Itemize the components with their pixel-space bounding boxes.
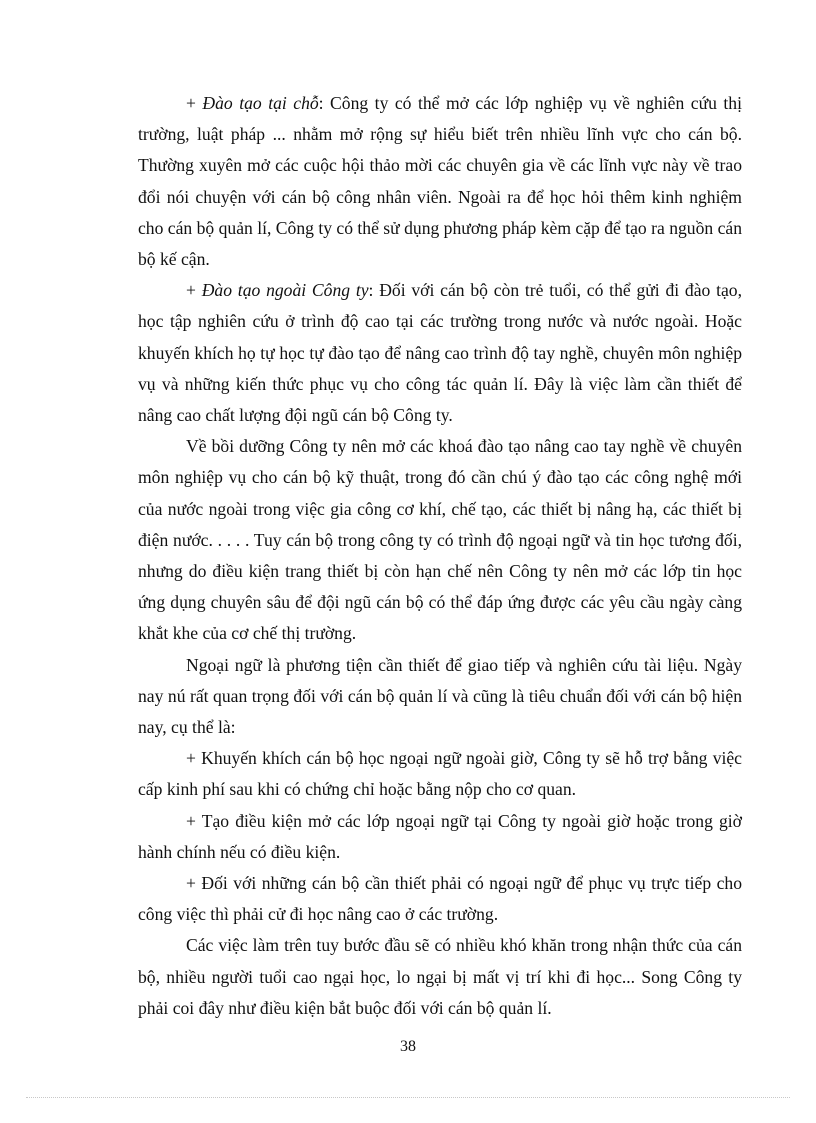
paragraph-italic-term: Đào tạo tại chỗ xyxy=(202,93,319,113)
paragraph-foreign-language xyxy=(138,650,742,744)
paragraph-lead: + xyxy=(186,280,202,301)
paragraph-italic-term: Đào tạo ngoài Công ty xyxy=(201,280,369,301)
paragraph-text: : Công ty có thể mở các lớp nghiệp vụ về nghiên cứu thị trường, luật pháp ... nhằm mở rộng sự hiểu biết trên nhiều lĩnh vực cho cán bộ. Thường xuyên mở các cuộc hội thảo mời các chuyên gia về các lĩnh vực này về trao đổi nói chuyện với cán bộ công nhân viên. Ngoài ra để học hỏi thêm kinh nghiệm cho cán bộ quản lí, Công ty có thể sử dụng phương pháp kèm cặp để tạo ra nguồn cán bộ kế cận. xyxy=(138,93,742,270)
footer-divider xyxy=(26,1097,790,1098)
paragraph-advanced-training xyxy=(138,431,742,649)
paragraph-bullet-encourage xyxy=(138,743,742,805)
paragraph-text: + Khuyến khích cán bộ học ngoại ngữ ngoài giờ, Công ty sẽ hỗ trợ bằng việc cấp kinh phí sau khi có chứng chỉ hoặc bằng nộp cho cơ quan. xyxy=(138,748,742,800)
page-number: 38 xyxy=(400,1038,416,1055)
paragraph-training-external xyxy=(138,275,742,431)
document-body xyxy=(138,88,742,1024)
paragraph-text: Các việc làm trên tuy bước đầu sẽ có nhiều khó khăn trong nhận thức của cán bộ, nhiều người tuổi cao ngại học, lo ngại bị mất vị trí khi đi học... Song Công ty phải coi đây như điều kiện bắt buộc đối với cán bộ quản lí. xyxy=(138,935,742,1018)
paragraph-text: : Đối với cán bộ còn trẻ tuổi, có thể gửi đi đào tạo, học tập nghiên cứu ở trình độ cao tại các trường trong nước và nước ngoài. Hoặc khuyến khích họ tự học tự đào tạo để nâng cao trình độ tay nghề, chuyên môn nghiệp vụ và những kiến thức phục vụ cho công tác quản lí. Đây là việc làm cần thiết để nâng cao chất lượng đội ngũ cán bộ Công ty. xyxy=(138,280,743,426)
paragraph-text: + Tạo điều kiện mở các lớp ngoại ngữ tại Công ty ngoài giờ hoặc trong giờ hành chính nếu có điều kiện. xyxy=(138,810,742,862)
paragraph-text: Ngoại ngữ là phương tiện cần thiết để giao tiếp và nghiên cứu tài liệu. Ngày nay nú rất quan trọng đối với cán bộ quản lí và cũng là tiêu chuẩn đối với cán bộ hiện nay, cụ thể là: xyxy=(138,654,742,738)
paragraph-text: Về bồi dưỡng Công ty nên mở các khoá đào tạo nâng cao tay nghề về chuyên môn nghiệp vụ cho cán bộ kỹ thuật, trong đó cần chú ý đào tạo các công nghệ mới của nước ngoài trong việc gia công cơ khí, chế tạo, các thiết bị nâng hạ, các thiết bị điện nước. . . . . Tuy cán bộ trong công ty có trình độ ngoại ngữ và tin học tương đối, nhưng do điều kiện trang thiết bị còn hạn chế nên Công ty nên mở các lớp tin học ứng dụng chuyên sâu để đội ngũ cán bộ có thể đáp ứng được các yêu cầu ngày càng khắt khe của cơ chế thị trường. xyxy=(138,436,742,644)
paragraph-bullet-classes xyxy=(138,806,742,868)
paragraph-conclusion xyxy=(138,930,742,1024)
paragraph-bullet-required xyxy=(138,868,742,930)
paragraph-lead: + xyxy=(186,93,203,113)
paragraph-training-onsite xyxy=(138,88,742,275)
paragraph-text: + Đối với những cán bộ cần thiết phải có ngoại ngữ để phục vụ trực tiếp cho công việc thì phải cử đi học nâng cao ở các trường. xyxy=(138,873,742,925)
